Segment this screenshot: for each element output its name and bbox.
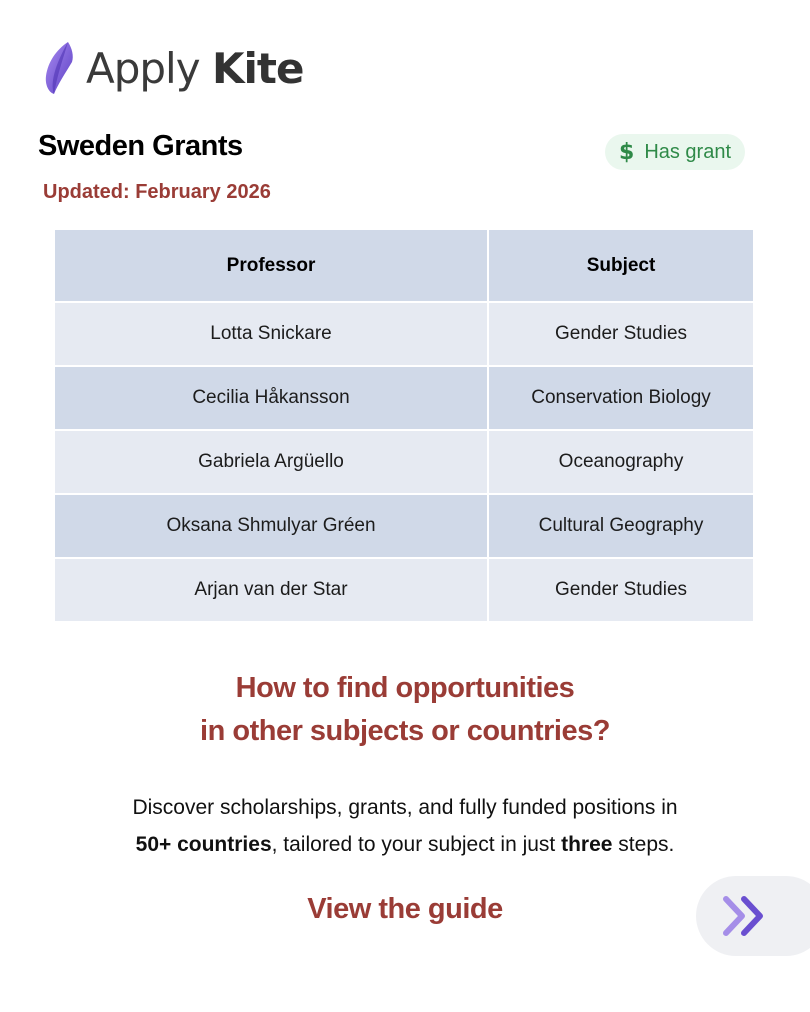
table-row [55,302,753,366]
subject-cell: Gender Studies [488,302,753,366]
cta-description [0,789,810,863]
next-button[interactable] [696,876,810,956]
table-row [55,494,753,558]
column-header-professor: Professor [55,230,488,302]
professor-cell: Lotta Snickare [55,302,488,366]
professor-cell: Arjan van der Star [55,558,488,622]
countries-highlight: 50+ countries [135,833,272,856]
brand-logo [42,40,303,96]
steps-highlight: three [561,833,613,856]
subject-cell: Oceanography [488,430,753,494]
has-grant-badge [605,134,745,170]
view-guide-link[interactable]: View the guide [307,893,503,925]
subject-cell: Conservation Biology [488,366,753,430]
table-row [55,366,753,430]
cta-description-line2 [0,826,810,863]
page-title: Sweden Grants [38,130,243,162]
table-row [55,430,753,494]
subject-cell: Gender Studies [488,558,753,622]
dollar-icon: $ [619,139,635,165]
cta-heading [0,667,810,753]
kite-logo-icon [42,40,76,96]
double-chevron-right-icon [720,891,770,941]
brand-name: Apply Kite [86,43,304,93]
cta-description-line1: Discover scholarships, grants, and fully funded positions in [132,796,678,819]
badge-label: Has grant [644,140,732,163]
subject-cell: Cultural Geography [488,494,753,558]
column-header-subject: Subject [488,230,753,302]
cta-description-end: steps. [612,833,675,856]
table-row [55,558,753,622]
cta-heading-line1: How to find opportunities [235,672,575,704]
professor-cell: Oksana Shmulyar Gréen [55,494,488,558]
cta-description-mid: , tailored to your subject in just [271,833,562,856]
table-header-row [55,230,753,302]
cta-heading-line2: in other subjects or countries? [200,715,610,747]
professor-cell: Gabriela Argüello [55,430,488,494]
professor-cell: Cecilia Håkansson [55,366,488,430]
updated-date: Updated: February 2026 [43,181,271,203]
professors-table [55,230,753,623]
